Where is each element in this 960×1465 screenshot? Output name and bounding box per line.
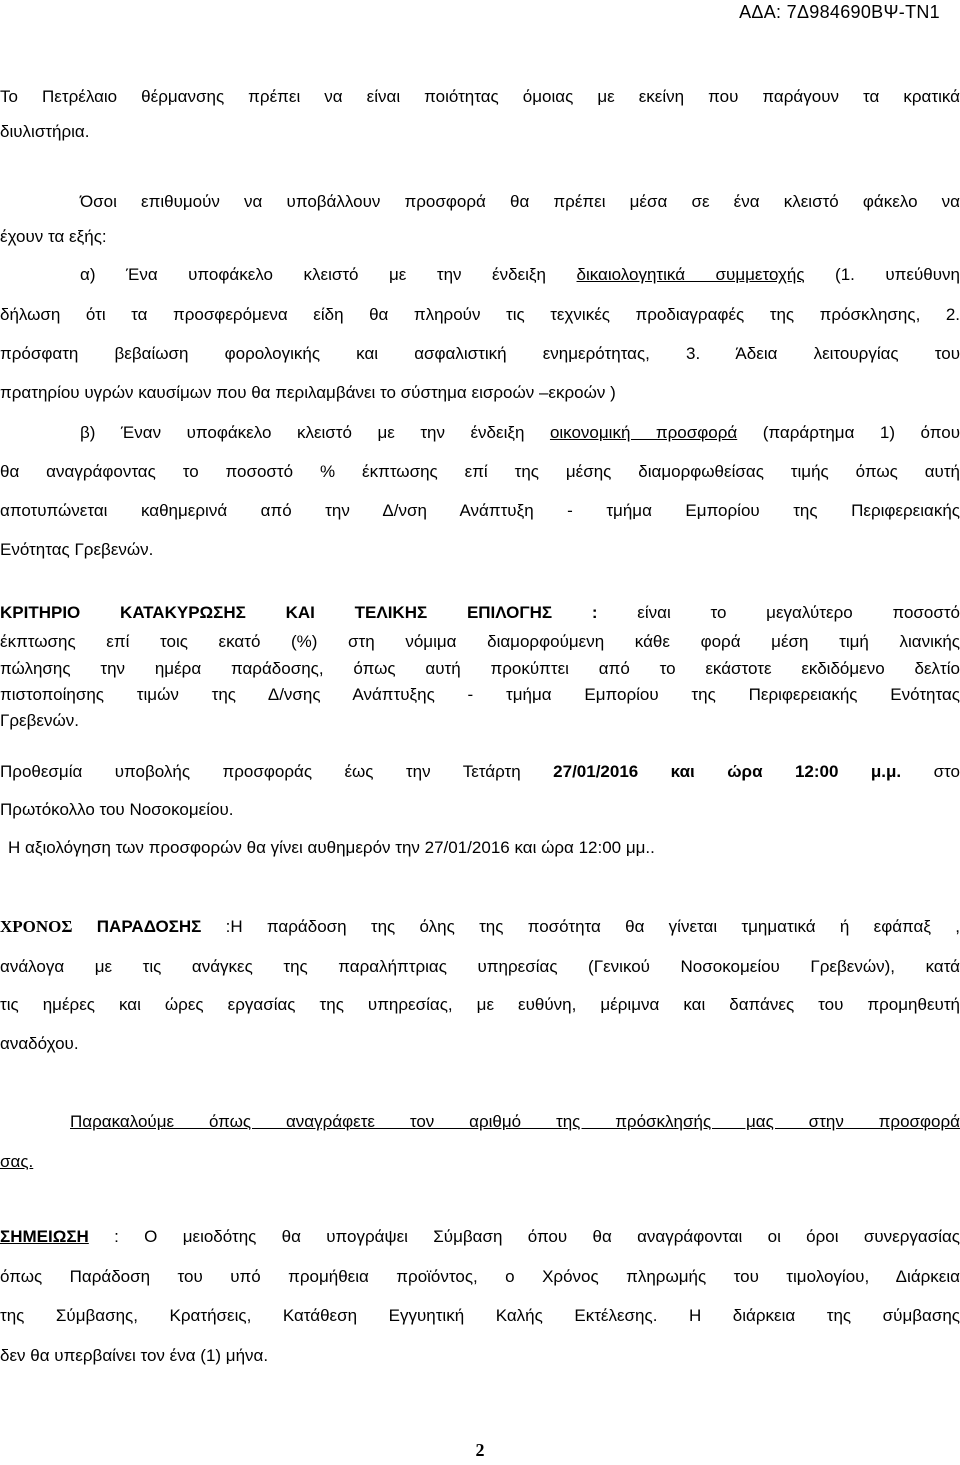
criterion-line-3: πώλησης την ημέρα παράδοσης, όπως αυτή προκύπτει από το εκάστοτε εκδιδόμενο δελτίο xyxy=(0,659,960,678)
note-line-1 xyxy=(0,1227,960,1247)
submission-line-2: έχουν τα εξής: xyxy=(0,227,107,246)
beta-line-4: Ενότητας Γρεβενών. xyxy=(0,540,154,559)
delivery-label-time: ΧΡΟΝΟΣ xyxy=(0,917,73,936)
criterion-line-2: έκπτωσης επί τοις εκατό (%) στη νόμιμα διαμορφούμενη κάθε φορά μέση τιμή λιανικής xyxy=(0,632,960,651)
submission-line-1: Όσοι επιθυμούν να υποβάλλουν προσφορά θα πρέπει μέσα σε ένα κλειστό φάκελο να xyxy=(80,192,960,211)
alpha-line-1 xyxy=(80,265,960,285)
deadline-datetime: 27/01/2016 και ώρα 12:00 μ.μ. xyxy=(553,762,902,781)
delivery-line-1 xyxy=(0,917,960,937)
request-line-1: Παρακαλούμε όπως αναγράφετε τον αριθμό της πρόσκλησής μας στην προσφορά xyxy=(70,1112,960,1131)
criterion-line-5: Γρεβενών. xyxy=(0,711,79,730)
alpha-line-4: πρατηρίου υγρών καυσίμων που θα περιλαμβάνει το σύστημα εισροών –εκροών ) xyxy=(0,383,616,402)
delivery-line-4: αναδόχου. xyxy=(0,1034,79,1053)
alpha-continuation: (1. υπεύθυνη xyxy=(835,265,960,284)
delivery-label: ΠΑΡΑΔΟΣΗΣ xyxy=(96,917,202,936)
fuel-quality-line-1: Το Πετρέλαιο θέρμανσης πρέπει να είναι ποιότητας όμοιας με εκείνη που παράγουν τα κρατικά xyxy=(0,87,960,106)
note-line-3: της Σύμβασης, Κρατήσεις, Κατάθεση Εγγυητική Καλής Εκτέλεσης. Η διάρκεια της σύμβασης xyxy=(0,1306,960,1325)
fuel-quality-line-2: διυλιστήρια. xyxy=(0,122,90,141)
ada-code: ΑΔΑ: 7Δ984690ΒΨ-ΤΝ1 xyxy=(739,2,940,22)
evaluation-line: Η αξιολόγηση των προσφορών θα γίνει αυθημερόν την 27/01/2016 και ώρα 12:00 μμ.. xyxy=(8,838,655,857)
delivery-line-3: τις ημέρες και ώρες εργασίας της υπηρεσίας, με ευθύνη, μέριμνα και δαπάνες του προμηθευτή xyxy=(0,995,960,1014)
financial-offer-label: οικονομική προσφορά xyxy=(549,423,738,442)
request-line-2: σας. xyxy=(0,1152,34,1171)
beta-intro: β) Έναν υποφάκελο κλειστό με την ένδειξη xyxy=(80,423,525,442)
alpha-line-2: δήλωση ότι τα προσφερόμενα είδη θα πληρούν τις τεχνικές προδιαγραφές της πρόσκλησης, 2. xyxy=(0,305,960,324)
criterion-label: ΚΡΙΤΗΡΙΟ ΚΑΤΑΚΥΡΩΣΗΣ ΚΑΙ ΤΕΛΙΚΗΣ ΕΠΙΛΟΓΗΣ : xyxy=(0,603,598,622)
delivery-line-2: ανάλογα με τις ανάγκες της παραλήπτριας υπηρεσίας (Γενικού Νοσοκομείου Γρεβενών), κατά xyxy=(0,957,960,976)
beta-continuation: (παράρτημα 1) όπου xyxy=(762,423,960,442)
beta-line-1 xyxy=(80,423,960,443)
criterion-line-1 xyxy=(0,603,960,623)
note-label: ΣΗΜΕΙΩΣΗ xyxy=(0,1227,89,1246)
note-line-2: όπως Παράδοση του υπό προμήθεια προϊόντος, ο Χρόνος πληρωμής του τιμολογίου, Διάρκεια xyxy=(0,1267,960,1286)
delivery-continuation: :Η παράδοση της όλης της ποσότητα θα γίνεται τμηματικά ή εφάπαξ , xyxy=(225,917,960,936)
alpha-intro: α) Ένα υποφάκελο κλειστό με την ένδειξη xyxy=(80,265,547,284)
note-line-4: δεν θα υπερβαίνει τον ένα (1) μήνα. xyxy=(0,1346,269,1365)
page-number: 2 xyxy=(475,1440,485,1460)
note-continuation: : Ο μειοδότης θα υπογράψει Σύμβαση όπου θα αναγράφονται οι όροι συνεργασίας xyxy=(114,1227,960,1246)
deadline-line-1 xyxy=(0,762,960,782)
beta-line-3: αποτυπώνεται καθημερινά από την Δ/νση Ανάπτυξη - τμήμα Εμπορίου της Περιφερειακής xyxy=(0,501,960,520)
deadline-line-2: Πρωτόκολλο του Νοσοκομείου. xyxy=(0,800,234,819)
beta-line-2: θα αναγράφοντας το ποσοστό % έκπτωσης επί της μέσης διαμορφωθείσας τιμής όπως αυτή xyxy=(0,462,960,481)
criterion-continuation: είναι το μεγαλύτερο ποσοστό xyxy=(637,603,960,622)
deadline-continuation: στο xyxy=(933,762,960,781)
alpha-line-3: πρόσφατη βεβαίωση φορολογικής και ασφαλιστική ενημερότητας, 3. Άδεια λειτουργίας του xyxy=(0,344,960,363)
deadline-intro: Προθεσμία υποβολής προσφοράς έως την Τετάρτη xyxy=(0,762,521,781)
participation-documents-label: δικαιολογητικά συμμετοχής xyxy=(576,265,805,284)
criterion-line-4: πιστοποίησης τιμών της Δ/νσης Ανάπτυξης - τμήμα Εμπορίου της Περιφερειακής Ενότητας xyxy=(0,685,960,704)
